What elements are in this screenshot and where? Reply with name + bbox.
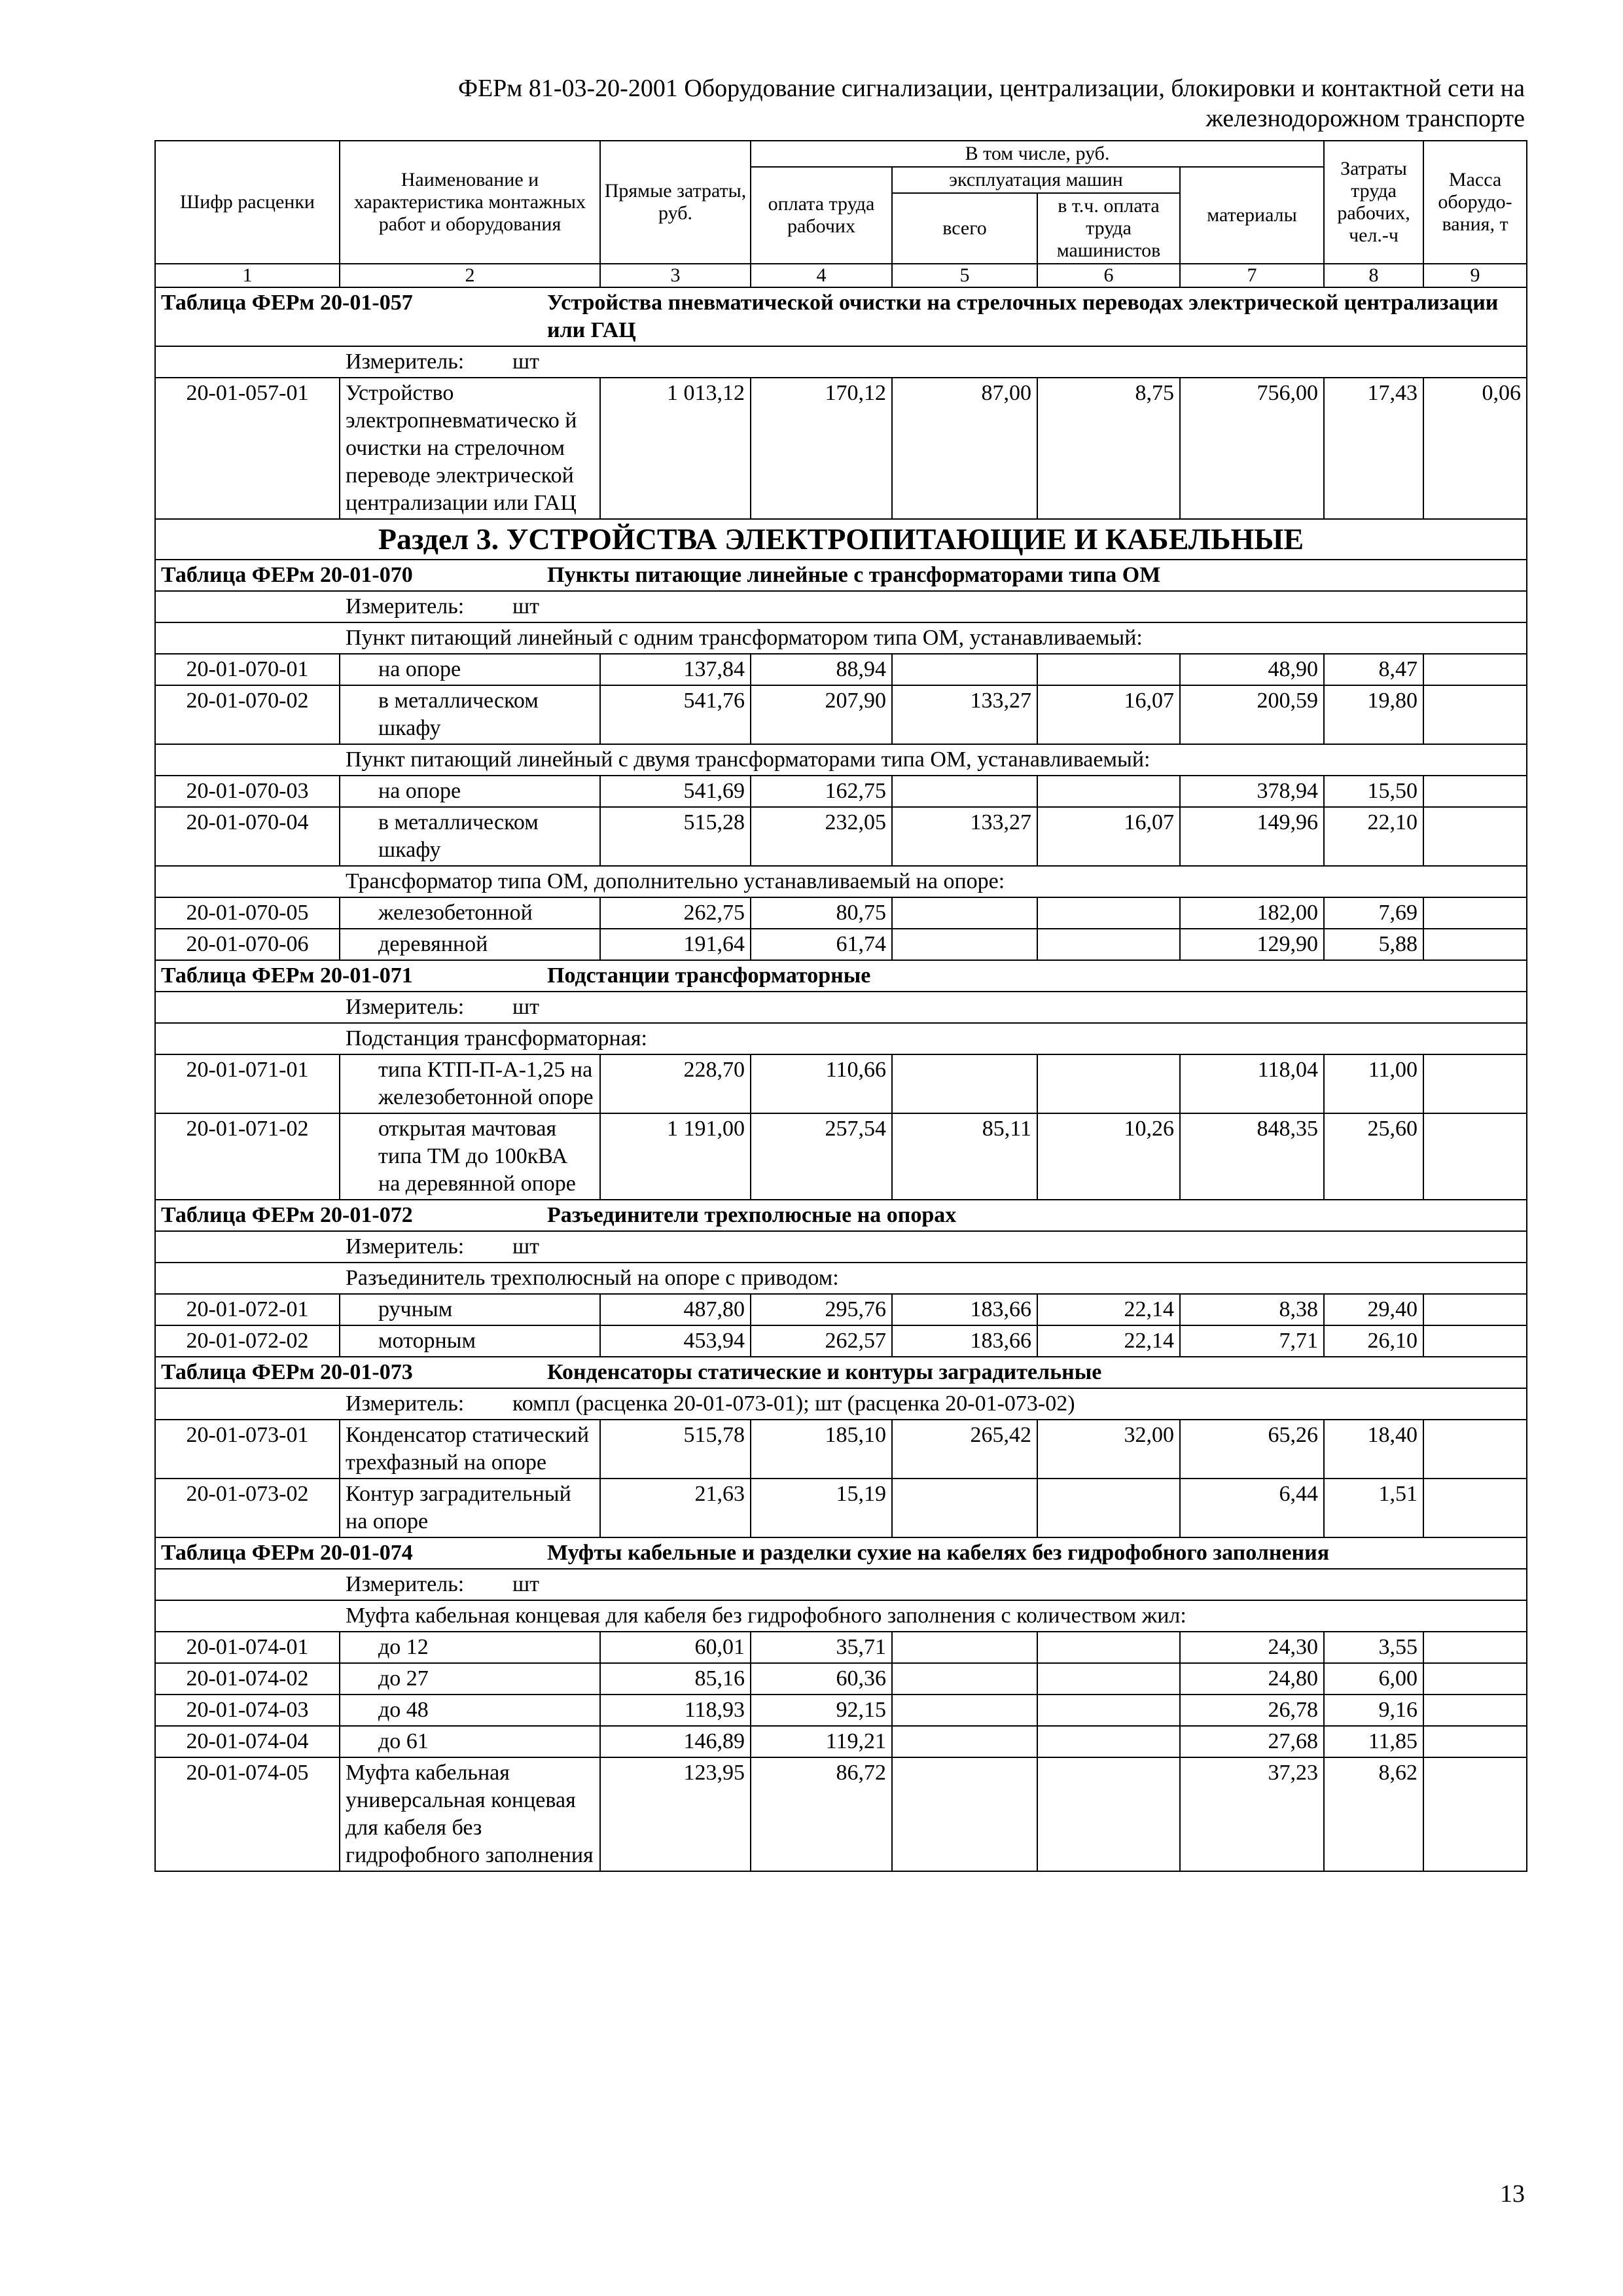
- table-title: Подстанции трансформаторные: [547, 963, 871, 988]
- measure-row: [155, 992, 1527, 1023]
- table-row: [155, 776, 1527, 807]
- table-heading: [155, 287, 1527, 346]
- measure-unit: [155, 1388, 1527, 1420]
- work-name: в металлическом шкафу: [340, 807, 600, 866]
- measure-row: [155, 1231, 1527, 1263]
- machinist-wages: 10,26: [1037, 1113, 1180, 1200]
- machines-total: [892, 776, 1037, 807]
- work-name: Конденсатор статический трехфазный на опоре: [340, 1420, 600, 1479]
- direct-cost: 228,70: [600, 1054, 751, 1113]
- col-header-wages: оплата труда рабочих: [751, 167, 892, 264]
- machines-total: [892, 1726, 1037, 1757]
- table-code: Таблица ФЕРм 20-01-074: [161, 1541, 413, 1565]
- group-subheading: Трансформатор типа ОМ, дополнительно устанавливаемый на опоре:: [155, 866, 1527, 897]
- section-row: [155, 519, 1527, 560]
- table-row: [155, 1632, 1527, 1663]
- materials-cost: 848,35: [1180, 1113, 1324, 1200]
- work-name: моторным: [340, 1325, 600, 1357]
- direct-cost: 1 191,00: [600, 1113, 751, 1200]
- table-row: [155, 1054, 1527, 1113]
- labor-hours: 11,00: [1324, 1054, 1423, 1113]
- machinist-wages: [1037, 1054, 1180, 1113]
- machinist-wages: [1037, 1726, 1180, 1757]
- direct-cost: 123,95: [600, 1757, 751, 1871]
- materials-cost: 37,23: [1180, 1757, 1324, 1871]
- labor-hours: 1,51: [1324, 1479, 1423, 1537]
- rate-code: 20-01-070-03: [155, 776, 340, 807]
- equipment-mass: [1423, 1420, 1527, 1479]
- machines-total: 183,66: [892, 1294, 1037, 1325]
- rate-code: 20-01-071-02: [155, 1113, 340, 1200]
- table-heading: [155, 960, 1527, 992]
- measure-value: шт: [512, 1572, 540, 1596]
- col-header-labor: Затраты труда рабочих, чел.-ч: [1324, 141, 1423, 264]
- table-heading-row: [155, 287, 1527, 346]
- col-header-materials: материалы: [1180, 167, 1324, 264]
- work-name: Устройство электропневматическо й очистки на стрелочном переводе электрической централизации или ГАЦ: [340, 378, 600, 519]
- machines-total: 133,27: [892, 807, 1037, 866]
- rate-code: 20-01-072-02: [155, 1325, 340, 1357]
- machinist-wages: [1037, 776, 1180, 807]
- labor-hours: 25,60: [1324, 1113, 1423, 1200]
- wages-cost: 60,36: [751, 1663, 892, 1695]
- table-heading: [155, 1200, 1527, 1231]
- col-number: 4: [751, 264, 892, 287]
- rate-code: 20-01-074-05: [155, 1757, 340, 1871]
- table-title: Конденсаторы статические и контуры заградительные: [547, 1360, 1102, 1384]
- machinist-wages: 22,14: [1037, 1325, 1180, 1357]
- materials-cost: 756,00: [1180, 378, 1324, 519]
- labor-hours: 29,40: [1324, 1294, 1423, 1325]
- col-number: 8: [1324, 264, 1423, 287]
- table-heading-row: [155, 960, 1527, 992]
- work-name: открытая мачтовая типа ТМ до 100кВА на деревянной опоре: [340, 1113, 600, 1200]
- materials-cost: 48,90: [1180, 654, 1324, 685]
- wages-cost: 162,75: [751, 776, 892, 807]
- table-row: [155, 654, 1527, 685]
- machines-total: 133,27: [892, 685, 1037, 744]
- direct-cost: 1 013,12: [600, 378, 751, 519]
- equipment-mass: [1423, 897, 1527, 929]
- measure-label: Измеритель:: [346, 350, 465, 374]
- measure-row: [155, 346, 1527, 378]
- machinist-wages: [1037, 929, 1180, 960]
- machines-total: [892, 1695, 1037, 1726]
- materials-cost: 27,68: [1180, 1726, 1324, 1757]
- machinist-wages: [1037, 1695, 1180, 1726]
- col-number: 9: [1423, 264, 1527, 287]
- table-row: [155, 1695, 1527, 1726]
- work-name: Муфта кабельная универсальная концевая для кабеля без гидрофобного заполнения: [340, 1757, 600, 1871]
- labor-hours: 15,50: [1324, 776, 1423, 807]
- rate-code: 20-01-074-04: [155, 1726, 340, 1757]
- materials-cost: 65,26: [1180, 1420, 1324, 1479]
- work-name: до 12: [340, 1632, 600, 1663]
- group-subheading: Подстанция трансформаторная:: [155, 1023, 1527, 1054]
- wages-cost: 262,57: [751, 1325, 892, 1357]
- table-row: [155, 897, 1527, 929]
- machinist-wages: [1037, 1663, 1180, 1695]
- machines-total: 183,66: [892, 1325, 1037, 1357]
- rate-code: 20-01-070-04: [155, 807, 340, 866]
- direct-cost: 541,76: [600, 685, 751, 744]
- table-row: [155, 378, 1527, 519]
- col-header-code: Шифр расценки: [155, 141, 340, 264]
- measure-label: Измеритель:: [346, 594, 465, 619]
- measure-unit: [155, 1569, 1527, 1600]
- rate-code: 20-01-074-02: [155, 1663, 340, 1695]
- work-name: на опоре: [340, 776, 600, 807]
- table-code: Таблица ФЕРм 20-01-057: [161, 291, 413, 315]
- rate-code: 20-01-070-05: [155, 897, 340, 929]
- labor-hours: 18,40: [1324, 1420, 1423, 1479]
- measure-value: шт: [512, 995, 540, 1019]
- work-name: ручным: [340, 1294, 600, 1325]
- work-name: железобетонной: [340, 897, 600, 929]
- table-heading: [155, 1537, 1527, 1569]
- equipment-mass: [1423, 1113, 1527, 1200]
- wages-cost: 110,66: [751, 1054, 892, 1113]
- table-row: [155, 1726, 1527, 1757]
- table-row: [155, 807, 1527, 866]
- table-row: [155, 929, 1527, 960]
- measure-label: Измеритель:: [346, 1234, 465, 1259]
- table-row: [155, 1479, 1527, 1537]
- wages-cost: 257,54: [751, 1113, 892, 1200]
- measure-value: компл (расценка 20-01-073-01); шт (расценка 20-01-073-02): [512, 1391, 1075, 1416]
- rate-code: 20-01-070-01: [155, 654, 340, 685]
- materials-cost: 26,78: [1180, 1695, 1324, 1726]
- labor-hours: 9,16: [1324, 1695, 1423, 1726]
- equipment-mass: [1423, 807, 1527, 866]
- machinist-wages: 8,75: [1037, 378, 1180, 519]
- table-code: Таблица ФЕРм 20-01-072: [161, 1203, 413, 1227]
- materials-cost: 118,04: [1180, 1054, 1324, 1113]
- materials-cost: 24,30: [1180, 1632, 1324, 1663]
- rate-code: 20-01-070-02: [155, 685, 340, 744]
- price-table: [154, 140, 1527, 1872]
- measure-row: [155, 1569, 1527, 1600]
- work-name: до 61: [340, 1726, 600, 1757]
- wages-cost: 61,74: [751, 929, 892, 960]
- group-subheading: Пункт питающий линейный с двумя трансформаторами типа ОМ, устанавливаемый:: [155, 744, 1527, 776]
- equipment-mass: [1423, 654, 1527, 685]
- labor-hours: 22,10: [1324, 807, 1423, 866]
- work-name: типа КТП-П-А-1,25 на железобетонной опоре: [340, 1054, 600, 1113]
- direct-cost: 453,94: [600, 1325, 751, 1357]
- table-title: Муфты кабельные и разделки сухие на кабелях без гидрофобного заполнения: [547, 1541, 1330, 1565]
- rate-code: 20-01-070-06: [155, 929, 340, 960]
- rate-code: 20-01-071-01: [155, 1054, 340, 1113]
- equipment-mass: [1423, 1294, 1527, 1325]
- machines-total: 85,11: [892, 1113, 1037, 1200]
- group-subheading: Муфта кабельная концевая для кабеля без гидрофобного заполнения с количеством жил:: [155, 1600, 1527, 1632]
- rate-code: 20-01-074-03: [155, 1695, 340, 1726]
- rate-code: 20-01-073-01: [155, 1420, 340, 1479]
- col-number: 5: [892, 264, 1037, 287]
- table-heading-row: [155, 1357, 1527, 1388]
- labor-hours: 8,47: [1324, 654, 1423, 685]
- direct-cost: 137,84: [600, 654, 751, 685]
- work-name: в металлическом шкафу: [340, 685, 600, 744]
- wages-cost: 15,19: [751, 1479, 892, 1537]
- table-row: [155, 1663, 1527, 1695]
- machines-total: [892, 654, 1037, 685]
- machinist-wages: [1037, 897, 1180, 929]
- measure-value: шт: [512, 1234, 540, 1259]
- wages-cost: 86,72: [751, 1757, 892, 1871]
- equipment-mass: [1423, 1757, 1527, 1871]
- direct-cost: 515,78: [600, 1420, 751, 1479]
- wages-cost: 80,75: [751, 897, 892, 929]
- equipment-mass: 0,06: [1423, 378, 1527, 519]
- materials-cost: 24,80: [1180, 1663, 1324, 1695]
- direct-cost: 262,75: [600, 897, 751, 929]
- table-row: [155, 1294, 1527, 1325]
- document-header-line-2: железнодорожном транспорте: [1205, 105, 1525, 132]
- col-header-name: Наименование и характеристика монтажных работ и оборудования: [340, 141, 600, 264]
- labor-hours: 26,10: [1324, 1325, 1423, 1357]
- wages-cost: 207,90: [751, 685, 892, 744]
- table-row: [155, 1420, 1527, 1479]
- labor-hours: 5,88: [1324, 929, 1423, 960]
- table-heading-row: [155, 560, 1527, 591]
- materials-cost: 6,44: [1180, 1479, 1324, 1537]
- machinist-wages: [1037, 1757, 1180, 1871]
- labor-hours: 7,69: [1324, 897, 1423, 929]
- measure-value: шт: [512, 594, 540, 619]
- materials-cost: 182,00: [1180, 897, 1324, 929]
- work-name: до 48: [340, 1695, 600, 1726]
- col-number: 3: [600, 264, 751, 287]
- col-number: 1: [155, 264, 340, 287]
- wages-cost: 88,94: [751, 654, 892, 685]
- equipment-mass: [1423, 776, 1527, 807]
- equipment-mass: [1423, 1695, 1527, 1726]
- table-code: Таблица ФЕРм 20-01-071: [161, 963, 413, 988]
- machinist-wages: [1037, 1632, 1180, 1663]
- wages-cost: 170,12: [751, 378, 892, 519]
- materials-cost: 129,90: [1180, 929, 1324, 960]
- subheading-row: [155, 622, 1527, 654]
- measure-row: [155, 591, 1527, 622]
- subheading-row: [155, 744, 1527, 776]
- measure-label: Измеритель:: [346, 1391, 465, 1416]
- machines-total: [892, 1479, 1037, 1537]
- direct-cost: 21,63: [600, 1479, 751, 1537]
- equipment-mass: [1423, 1726, 1527, 1757]
- document-header-line-1: ФЕРм 81-03-20-2001 Оборудование сигнализации, централизации, блокировки и контактной сети на: [457, 75, 1525, 102]
- direct-cost: 487,80: [600, 1294, 751, 1325]
- materials-cost: 149,96: [1180, 807, 1324, 866]
- rate-code: 20-01-073-02: [155, 1479, 340, 1537]
- table-code: Таблица ФЕРм 20-01-070: [161, 563, 413, 587]
- table-code: Таблица ФЕРм 20-01-073: [161, 1360, 413, 1384]
- table-heading-row: [155, 1200, 1527, 1231]
- labor-hours: 3,55: [1324, 1632, 1423, 1663]
- machines-total: [892, 897, 1037, 929]
- labor-hours: 19,80: [1324, 685, 1423, 744]
- labor-hours: 17,43: [1324, 378, 1423, 519]
- measure-unit: [155, 346, 1527, 378]
- direct-cost: 146,89: [600, 1726, 751, 1757]
- materials-cost: 7,71: [1180, 1325, 1324, 1357]
- direct-cost: 85,16: [600, 1663, 751, 1695]
- direct-cost: 118,93: [600, 1695, 751, 1726]
- wages-cost: 119,21: [751, 1726, 892, 1757]
- table-heading: [155, 1357, 1527, 1388]
- work-name: Контур заградительный на опоре: [340, 1479, 600, 1537]
- measure-unit: [155, 1231, 1527, 1263]
- equipment-mass: [1423, 1054, 1527, 1113]
- table-heading-row: [155, 1537, 1527, 1569]
- labor-hours: 6,00: [1324, 1663, 1423, 1695]
- rate-code: 20-01-074-01: [155, 1632, 340, 1663]
- machines-total: [892, 1663, 1037, 1695]
- col-header-incl: В том числе, руб.: [751, 141, 1324, 167]
- wages-cost: 185,10: [751, 1420, 892, 1479]
- col-header-mach-total: всего: [892, 193, 1037, 264]
- materials-cost: 8,38: [1180, 1294, 1324, 1325]
- materials-cost: 200,59: [1180, 685, 1324, 744]
- measure-label: Измеритель:: [346, 1572, 465, 1596]
- wages-cost: 295,76: [751, 1294, 892, 1325]
- table-title: Устройства пневматической очистки на стрелочных переводах электрической централизации или ГАЦ: [547, 291, 1499, 342]
- machinist-wages: [1037, 654, 1180, 685]
- equipment-mass: [1423, 1479, 1527, 1537]
- measure-row: [155, 1388, 1527, 1420]
- col-header-mach-wages: в т.ч. оплата труда машинистов: [1037, 193, 1180, 264]
- work-name: на опоре: [340, 654, 600, 685]
- col-number: 6: [1037, 264, 1180, 287]
- direct-cost: 191,64: [600, 929, 751, 960]
- table-title: Разъединители трехполюсные на опорах: [547, 1203, 957, 1227]
- materials-cost: 378,94: [1180, 776, 1324, 807]
- equipment-mass: [1423, 685, 1527, 744]
- wages-cost: 232,05: [751, 807, 892, 866]
- table-row: [155, 1757, 1527, 1871]
- machines-total: 87,00: [892, 378, 1037, 519]
- work-name: деревянной: [340, 929, 600, 960]
- machinist-wages: [1037, 1479, 1180, 1537]
- machinist-wages: 32,00: [1037, 1420, 1180, 1479]
- equipment-mass: [1423, 1325, 1527, 1357]
- col-number: 7: [1180, 264, 1324, 287]
- group-subheading: Разъединитель трехполюсный на опоре с приводом:: [155, 1263, 1527, 1294]
- machines-total: [892, 1632, 1037, 1663]
- measure-label: Измеритель:: [346, 995, 465, 1019]
- equipment-mass: [1423, 1632, 1527, 1663]
- direct-cost: 515,28: [600, 807, 751, 866]
- subheading-row: [155, 1600, 1527, 1632]
- col-header-mass: Масса оборудо- вания, т: [1423, 141, 1527, 264]
- equipment-mass: [1423, 1663, 1527, 1695]
- table-row: [155, 1113, 1527, 1200]
- table-heading: [155, 560, 1527, 591]
- col-number: 2: [340, 264, 600, 287]
- measure-unit: [155, 591, 1527, 622]
- subheading-row: [155, 866, 1527, 897]
- subheading-row: [155, 1023, 1527, 1054]
- col-header-direct: Прямые затраты, руб.: [600, 141, 751, 264]
- subheading-row: [155, 1263, 1527, 1294]
- table-row: [155, 1325, 1527, 1357]
- labor-hours: 8,62: [1324, 1757, 1423, 1871]
- work-name: до 27: [340, 1663, 600, 1695]
- table-title: Пункты питающие линейные с трансформаторами типа ОМ: [547, 563, 1161, 587]
- table-row: [155, 685, 1527, 744]
- machinist-wages: 22,14: [1037, 1294, 1180, 1325]
- rate-code: 20-01-057-01: [155, 378, 340, 519]
- labor-hours: 11,85: [1324, 1726, 1423, 1757]
- direct-cost: 60,01: [600, 1632, 751, 1663]
- page-number: 13: [1500, 2180, 1525, 2208]
- rate-code: 20-01-072-01: [155, 1294, 340, 1325]
- wages-cost: 92,15: [751, 1695, 892, 1726]
- measure-unit: [155, 992, 1527, 1023]
- col-header-machines: эксплуатация машин: [892, 167, 1180, 193]
- measure-value: шт: [512, 350, 540, 374]
- machines-total: [892, 929, 1037, 960]
- machines-total: [892, 1757, 1037, 1871]
- machinist-wages: 16,07: [1037, 685, 1180, 744]
- machines-total: [892, 1054, 1037, 1113]
- wages-cost: 35,71: [751, 1632, 892, 1663]
- equipment-mass: [1423, 929, 1527, 960]
- section-title: Раздел 3. УСТРОЙСТВА ЭЛЕКТРОПИТАЮЩИЕ И КАБЕЛЬНЫЕ: [155, 519, 1527, 560]
- group-subheading: Пункт питающий линейный с одним трансформатором типа ОМ, устанавливаемый:: [155, 622, 1527, 654]
- direct-cost: 541,69: [600, 776, 751, 807]
- machinist-wages: 16,07: [1037, 807, 1180, 866]
- machines-total: 265,42: [892, 1420, 1037, 1479]
